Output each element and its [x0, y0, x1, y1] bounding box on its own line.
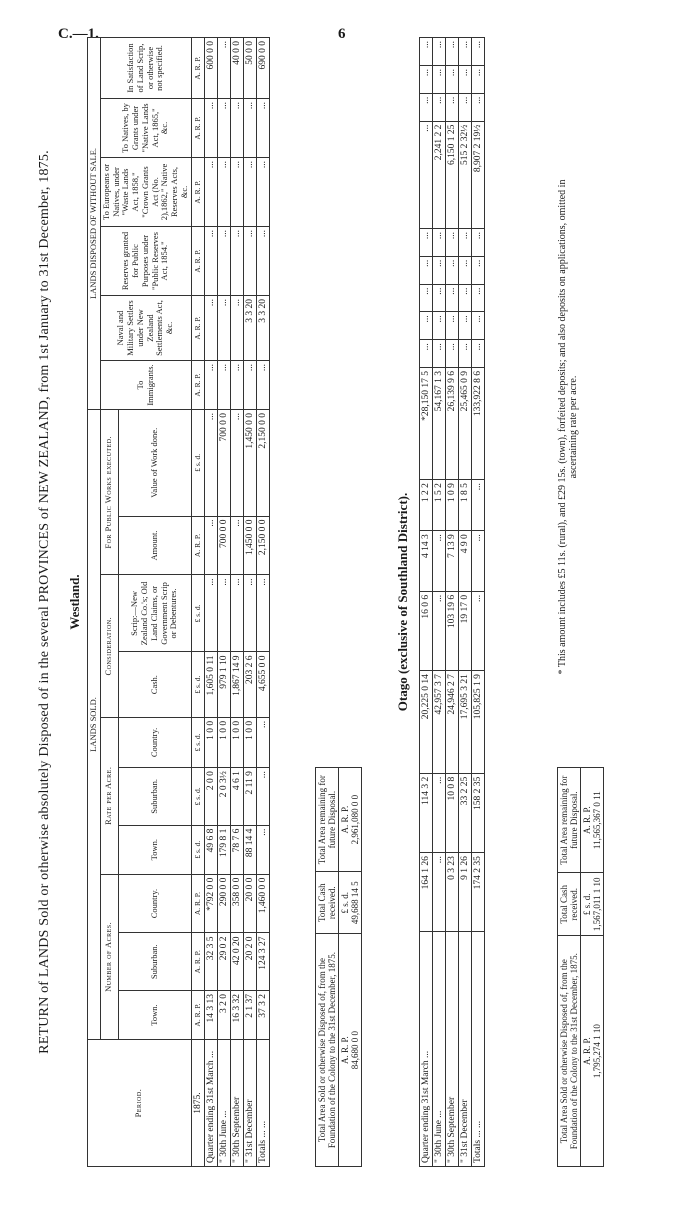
otago-suburban-2: 10 0 8 — [446, 773, 459, 852]
westland-rows — [191, 38, 269, 1167]
westland-value-3: 1,450 0 0 — [243, 410, 256, 517]
otago-r_country-3: 1 8 5 — [459, 480, 472, 531]
westland-europeans-2: ... — [230, 158, 243, 227]
westland-period-3: " 31st December — [243, 1040, 256, 1167]
westland-reserves-3: ... — [243, 227, 256, 296]
westland-cash-value: 49,688 14 5 — [350, 881, 360, 925]
westland-reserves-2: ... — [230, 227, 243, 296]
table-row — [446, 38, 459, 1167]
otago-total-country: 105,825 1 9 — [472, 671, 485, 774]
otago-summary — [557, 767, 604, 1167]
westland-r_country-0: 1 0 0 — [204, 717, 217, 767]
westland-units-r_sub: £ s. d. — [191, 768, 204, 826]
col-amount: Amount. — [118, 516, 191, 575]
westland-total-cash: 4,655 0 0 — [256, 652, 269, 717]
otago-reserves-2: 6,150 1 25 — [446, 121, 459, 228]
otago-r_country-2: 1 0 9 — [446, 480, 459, 531]
westland-r_sub-3: 2 11 9 — [243, 768, 256, 826]
col-public-works: For Public Works executed. — [100, 410, 118, 575]
otago-europeans-2: ... — [446, 93, 459, 121]
westland-cash-3: 203 2 6 — [243, 652, 256, 717]
westland-totals-row — [256, 38, 269, 1167]
westland-r_town-1: 179 8 1 — [217, 825, 230, 874]
otago-rows — [420, 38, 485, 1167]
otago-europeans-0: ... — [420, 93, 433, 121]
westland-naval-2: ... — [230, 296, 243, 361]
westland-suburban-2: 42 0 20 — [230, 933, 243, 991]
col-consideration: Consideration. — [100, 575, 118, 717]
otago-total-europeans: ... — [472, 93, 485, 121]
col-rate-town: Town. — [118, 825, 191, 874]
col-rate-suburban: Suburban. — [118, 768, 191, 826]
westland-country-2: 358 0 0 — [230, 874, 243, 933]
westland-immigrants-2: ... — [230, 361, 243, 410]
westland-naval-0: ... — [204, 296, 217, 361]
otago-period-2: " 30th September — [446, 932, 459, 1167]
col-lands-sold: LANDS SOLD. — [88, 410, 101, 1040]
otago-country-3: 17,695 3 21 — [459, 671, 472, 774]
otago-heading: Otago (exclusive of Southland District). — [395, 492, 410, 712]
westland-remain-value: 2,961,080 0 0 — [350, 794, 360, 845]
col-period: Period. — [88, 1040, 192, 1167]
westland-period-0: Quarter ending 31st March ... — [204, 1040, 217, 1167]
table-row — [420, 38, 433, 1167]
otago-table — [419, 37, 485, 1167]
otago-value-3: ... — [459, 284, 472, 312]
westland-satisfaction-1: ... — [217, 38, 230, 99]
col-lands-without-sale: LANDS DISPOSED OF WITHOUT SALE. — [88, 38, 101, 410]
otago-value-0: ... — [420, 284, 433, 312]
otago-town-3: 9 1 26 — [459, 853, 472, 932]
col-naval: Naval and Military Settlers under New Zealand Settlements Act, &c. — [100, 296, 191, 361]
otago-remain-units: A. R. P. — [582, 806, 592, 835]
westland-units-scrip: £ s. d. — [191, 575, 204, 652]
otago-natives-3: ... — [459, 65, 472, 93]
otago-r_sub-1: ... — [433, 531, 446, 592]
westland-total-reserves: ... — [256, 227, 269, 296]
westland-natives-2: ... — [230, 99, 243, 158]
otago-country-1: 42,957 3 7 — [433, 671, 446, 774]
otago-immigrants-1: ... — [433, 256, 446, 284]
otago-total-r_country: ... — [472, 480, 485, 531]
otago-europeans-1: ... — [433, 93, 446, 121]
westland-r_sub-0: 2 0 0 — [204, 768, 217, 826]
col-scrip: Scrip:—New Zealand Co.'s; Old Land Claims, or Government Scrip or Debentures. — [118, 575, 191, 652]
otago-natives-2: ... — [446, 65, 459, 93]
return-title: RETURN of LANDS Sold or otherwise absolutely Disposed of in the several PROVINCES of NEW ZEALAND, from 1st January to 31st December, 1875. — [37, 150, 52, 1054]
westland-remain-label: Total Area remaining for future Disposal. — [316, 768, 339, 872]
otago-country-2: 24,946 2 7 — [446, 671, 459, 774]
westland-naval-1: ... — [217, 296, 230, 361]
otago-cash-3: 25,465 0 9 — [459, 368, 472, 480]
westland-natives-3: ... — [243, 99, 256, 158]
westland-natives-1: ... — [217, 99, 230, 158]
otago-total-r_town: ... — [472, 591, 485, 670]
westland-total-r_sub: ... — [256, 768, 269, 826]
otago-area-label: Total Area Sold or otherwise Disposed of, from the Foundation of the Colony to the 31st December, 1875. — [558, 936, 581, 1167]
westland-reserves-1: ... — [217, 227, 230, 296]
otago-suburban-0: 114 3 2 — [420, 773, 433, 852]
westland-units-immigrants: A. R. P. — [191, 361, 204, 410]
otago-total-naval: ... — [472, 228, 485, 256]
westland-suburban-1: 29 0 2 — [217, 933, 230, 991]
otago-area-units: A. R. P. — [582, 1037, 592, 1066]
table-row — [230, 38, 243, 1167]
otago-amount-3: ... — [459, 312, 472, 340]
westland-total-r_town: ... — [256, 825, 269, 874]
westland-satisfaction-3: 50 0 0 — [243, 38, 256, 99]
westland-naval-3: 3 3 20 — [243, 296, 256, 361]
westland-scrip-1: ... — [217, 575, 230, 652]
westland-amount-2: ... — [230, 516, 243, 575]
westland-remain-units: A. R. P. — [340, 805, 350, 834]
footnote: * This amount includes £5 11s. (rural), and £29 15s. (town), forfeited deposits; and also deposits on applications, omitted in ascertaining rate per acre. — [557, 179, 579, 675]
rotated-return-sheet — [37, 37, 677, 1167]
col-immigrants: To Immigrants. — [100, 361, 191, 410]
otago-scrip-0: ... — [420, 340, 433, 368]
westland-total-r_country: ... — [256, 717, 269, 767]
westland-immigrants-0: ... — [204, 361, 217, 410]
westland-total-amount: 2,150 0 0 — [256, 516, 269, 575]
westland-europeans-0: ... — [204, 158, 217, 227]
otago-totals-label: Totals ... ... — [472, 932, 485, 1167]
col-rate-country: Country. — [118, 717, 191, 767]
westland-total-scrip: ... — [256, 575, 269, 652]
otago-suburban-1: ... — [433, 773, 446, 852]
otago-total-value: ... — [472, 284, 485, 312]
westland-r_country-1: 1 0 0 — [217, 717, 230, 767]
otago-suburban-3: 33 2 25 — [459, 773, 472, 852]
westland-total-immigrants: ... — [256, 361, 269, 410]
westland-units-town: A. R. P. — [191, 991, 204, 1040]
otago-total-scrip: ... — [472, 340, 485, 368]
westland-town-3: 2 1 37 — [243, 991, 256, 1040]
col-natives: To Natives, by Grants under "Native Lands Act, 1865," &c. — [100, 99, 191, 158]
otago-r_country-0: 1 2 2 — [420, 480, 433, 531]
westland-town-2: 16 3 32 — [230, 991, 243, 1040]
otago-r_country-1: 1 5 2 — [433, 480, 446, 531]
otago-cash-1: 54,167 1 3 — [433, 368, 446, 480]
westland-satisfaction-0: 600 0 0 — [204, 38, 217, 99]
otago-r_sub-2: 7 13 9 — [446, 531, 459, 592]
col-town: Town. — [118, 991, 191, 1040]
otago-total-immigrants: ... — [472, 256, 485, 284]
table-row — [243, 38, 256, 1167]
otago-naval-2: ... — [446, 228, 459, 256]
westland-total-value: 2,150 0 0 — [256, 410, 269, 517]
westland-country-3: 20 0 0 — [243, 874, 256, 933]
otago-scrip-3: ... — [459, 340, 472, 368]
otago-r_sub-0: 4 14 3 — [420, 531, 433, 592]
westland-units-europeans: A. R. P. — [191, 158, 204, 227]
westland-town-0: 14 3 13 — [204, 991, 217, 1040]
westland-r_country-2: 1 0 0 — [230, 717, 243, 767]
col-europeans: To Europeans or Natives, under "Waste Lands Act, 1858," "Crown Grants Act (No. 2),1862," Native Reserves Acts, &c. — [100, 158, 191, 227]
otago-reserves-1: 2,241 2 2 — [433, 121, 446, 228]
otago-town-0: 164 1 26 — [420, 853, 433, 932]
col-value: Value of Work done. — [118, 410, 191, 517]
westland-amount-0: ... — [204, 516, 217, 575]
westland-immigrants-1: ... — [217, 361, 230, 410]
westland-units-amount: A. R. P. — [191, 516, 204, 575]
otago-period-1: " 30th June ... — [433, 932, 446, 1167]
otago-scrip-2: ... — [446, 340, 459, 368]
westland-cash-2: 1,867 14 9 — [230, 652, 243, 717]
westland-total-town: 37 3 2 — [256, 991, 269, 1040]
table-row — [433, 38, 446, 1167]
westland-r_sub-2: 4 6 1 — [230, 768, 243, 826]
otago-satisfaction-2: ... — [446, 38, 459, 66]
westland-cash-units: £ s. d. — [340, 891, 350, 914]
otago-totals-row — [472, 38, 485, 1167]
otago-r_town-2: 103 19 6 — [446, 591, 459, 670]
otago-total-town: 174 2 35 — [472, 853, 485, 932]
otago-natives-1: ... — [433, 65, 446, 93]
westland-total-naval: 3 3 20 — [256, 296, 269, 361]
otago-immigrants-0: ... — [420, 256, 433, 284]
westland-totals-label: Totals ... ... — [256, 1040, 269, 1167]
westland-r_country-3: 1 0 0 — [243, 717, 256, 767]
table-row — [459, 38, 472, 1167]
westland-period-2: " 30th September — [230, 1040, 243, 1167]
otago-value-1: ... — [433, 284, 446, 312]
otago-area-value: 1,795,274 1 10 — [592, 1024, 602, 1079]
otago-immigrants-3: ... — [459, 256, 472, 284]
westland-units-natives: A. R. P. — [191, 99, 204, 158]
otago-town-1: ... — [433, 853, 446, 932]
otago-amount-0: ... — [420, 312, 433, 340]
page-number: 6 — [338, 26, 346, 42]
otago-naval-3: ... — [459, 228, 472, 256]
westland-r_town-2: 78 7 6 — [230, 825, 243, 874]
otago-naval-0: ... — [420, 228, 433, 256]
westland-amount-1: 700 0 0 — [217, 516, 230, 575]
westland-year: 1875. — [191, 1040, 204, 1167]
otago-amount-2: ... — [446, 312, 459, 340]
westland-amount-3: 1,450 0 0 — [243, 516, 256, 575]
otago-cash-2: 26,139 9 6 — [446, 368, 459, 480]
westland-reserves-0: ... — [204, 227, 217, 296]
otago-satisfaction-3: ... — [459, 38, 472, 66]
col-cash: Cash. — [118, 652, 191, 717]
westland-units-reserves: A. R. P. — [191, 227, 204, 296]
westland-suburban-0: 32 3 5 — [204, 933, 217, 991]
westland-total-natives: ... — [256, 99, 269, 158]
westland-units-cash: £ s. d. — [191, 652, 204, 717]
westland-r_sub-1: 2 0 3½ — [217, 768, 230, 826]
otago-natives-0: ... — [420, 65, 433, 93]
westland-scrip-2: ... — [230, 575, 243, 652]
col-satisfaction: In Satisfaction of Land Scrip, or otherwise not specified. — [100, 38, 191, 99]
otago-cash-units: £ s. d. — [582, 893, 592, 916]
westland-scrip-3: ... — [243, 575, 256, 652]
otago-period-3: " 31st December — [459, 932, 472, 1167]
westland-europeans-1: ... — [217, 158, 230, 227]
westland-r_town-0: 49 6 8 — [204, 825, 217, 874]
otago-total-natives: ... — [472, 65, 485, 93]
otago-satisfaction-0: ... — [420, 38, 433, 66]
westland-year-row — [191, 38, 204, 1167]
otago-total-amount: ... — [472, 312, 485, 340]
table-row — [217, 38, 230, 1167]
westland-units-country: A. R. P. — [191, 874, 204, 933]
otago-r_town-0: 16 0 6 — [420, 591, 433, 670]
westland-value-2: ... — [230, 410, 243, 517]
westland-total-suburban: 124 3 27 — [256, 933, 269, 991]
westland-r_town-3: 88 14 4 — [243, 825, 256, 874]
otago-total-satisfaction: ... — [472, 38, 485, 66]
otago-town-2: 0 3 23 — [446, 853, 459, 932]
westland-table — [87, 37, 270, 1167]
westland-area-value: 84,680 0 0 — [350, 1030, 360, 1070]
col-reserves: Reserves granted for Public Purposes under "Public Reserves Act, 1854." — [100, 227, 191, 296]
col-acres: Number of Acres. — [100, 874, 118, 1039]
otago-r_sub-3: 4 9 0 — [459, 531, 472, 592]
otago-naval-1: ... — [433, 228, 446, 256]
westland-period-1: " 30th June ... — [217, 1040, 230, 1167]
westland-value-0: ... — [204, 410, 217, 517]
otago-europeans-3: ... — [459, 93, 472, 121]
document-code: C.—1. — [58, 26, 99, 42]
col-country: Country. — [118, 874, 191, 933]
westland-area-units: A. R. P. — [340, 1036, 350, 1064]
otago-total-suburban: 158 2 35 — [472, 773, 485, 852]
otago-reserves-0: ... — [420, 121, 433, 228]
westland-units-naval: A. R. P. — [191, 296, 204, 361]
otago-total-cash: 133,922 8 6 — [472, 368, 485, 480]
westland-units-satisfaction: A. R. P. — [191, 38, 204, 99]
westland-cash-1: 979 1 10 — [217, 652, 230, 717]
otago-r_town-3: 19 17 0 — [459, 591, 472, 670]
westland-units-suburban: A. R. P. — [191, 933, 204, 991]
westland-natives-0: ... — [204, 99, 217, 158]
otago-value-2: ... — [446, 284, 459, 312]
westland-heading: Westland. — [67, 574, 82, 630]
otago-cash-value: 1,567,011 1 10 — [592, 877, 602, 932]
westland-satisfaction-2: 40 0 0 — [230, 38, 243, 99]
otago-immigrants-2: ... — [446, 256, 459, 284]
otago-remain-label: Total Area remaining for future Disposal. — [558, 768, 581, 873]
otago-reserves-3: 515 2 32½ — [459, 121, 472, 228]
westland-suburban-3: 20 2 0 — [243, 933, 256, 991]
table-row — [204, 38, 217, 1167]
westland-immigrants-3: ... — [243, 361, 256, 410]
westland-total-europeans: ... — [256, 158, 269, 227]
westland-units-r_town: £ s. d. — [191, 825, 204, 874]
westland-country-0: *792 0 0 — [204, 874, 217, 933]
westland-total-satisfaction: 690 0 0 — [256, 38, 269, 99]
westland-units-value: £ s. d. — [191, 410, 204, 517]
westland-value-1: 700 0 0 — [217, 410, 230, 517]
otago-country-0: 20,225 0 14 — [420, 671, 433, 774]
westland-area-label: Total Area Sold or otherwise Disposed of, from the Foundation of the Colony to the 31st December, 1875. — [316, 934, 339, 1167]
otago-satisfaction-1: ... — [433, 38, 446, 66]
westland-total-country: 1,460 0 0 — [256, 874, 269, 933]
westland-cash-label: Total Cash received. — [316, 872, 339, 934]
otago-total-reserves: 8,907 2 19½ — [472, 121, 485, 228]
westland-units-r_country: £ s. d. — [191, 717, 204, 767]
otago-cash-0: *28,150 17 5 — [420, 368, 433, 480]
westland-town-1: 3 2 0 — [217, 991, 230, 1040]
col-suburban: Suburban. — [118, 933, 191, 991]
westland-europeans-3: ... — [243, 158, 256, 227]
otago-r_town-1: ... — [433, 591, 446, 670]
westland-summary — [315, 767, 362, 1167]
otago-total-r_sub: ... — [472, 531, 485, 592]
col-rate: Rate per Acre. — [100, 717, 118, 874]
otago-period-0: Quarter ending 31st March ... — [420, 932, 433, 1167]
westland-scrip-0: ... — [204, 575, 217, 652]
westland-cash-0: 1,605 0 11 — [204, 652, 217, 717]
otago-amount-1: ... — [433, 312, 446, 340]
otago-cash-label: Total Cash received. — [558, 873, 581, 936]
westland-country-1: 290 0 0 — [217, 874, 230, 933]
otago-scrip-1: ... — [433, 340, 446, 368]
otago-remain-value: 11,565,367 0 11 — [592, 791, 602, 850]
